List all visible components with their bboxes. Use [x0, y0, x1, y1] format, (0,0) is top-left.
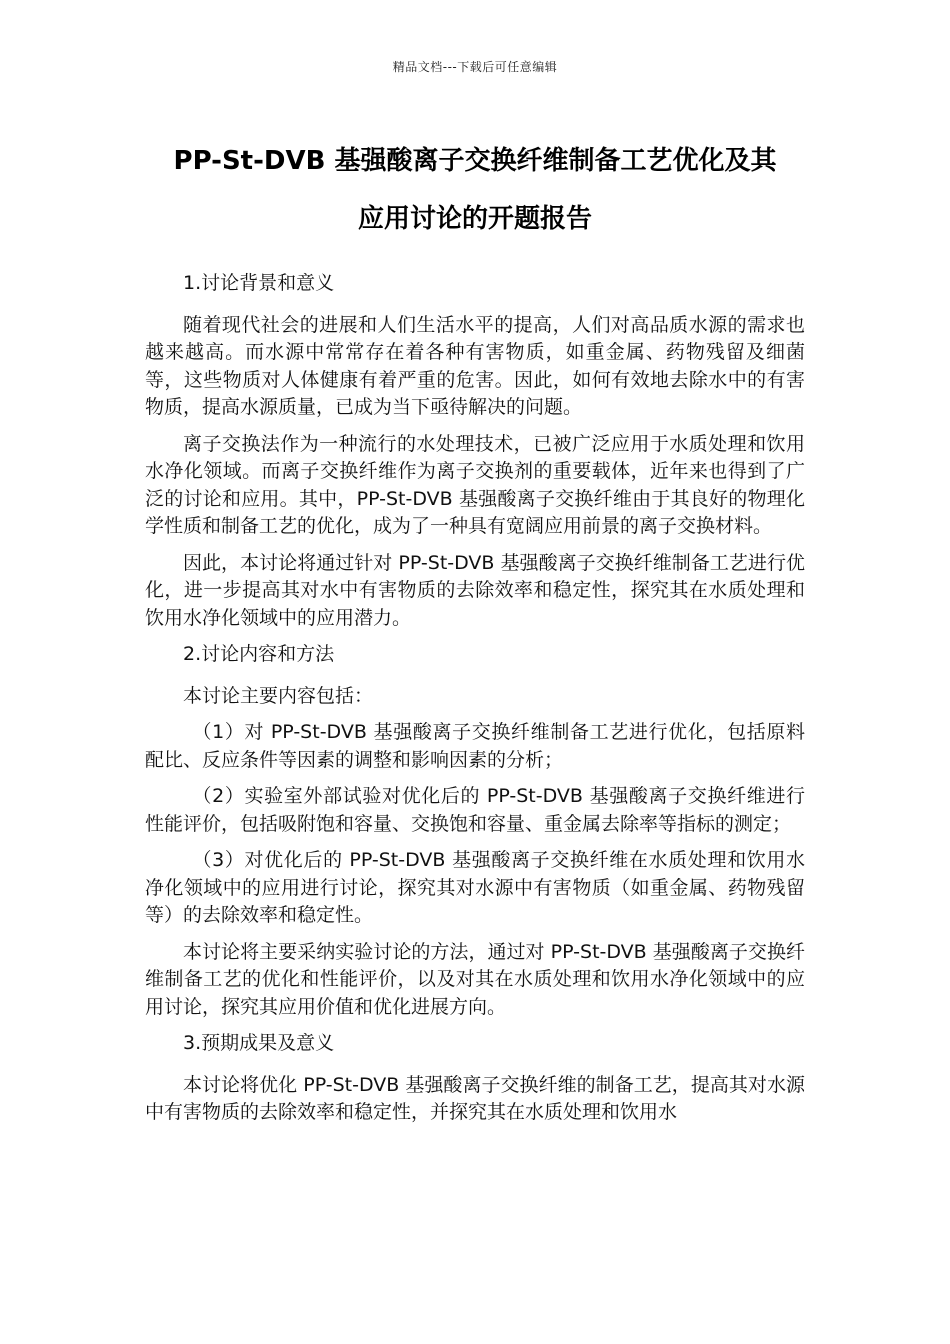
- document-title-line-2: 应用讨论的开题报告: [357, 204, 592, 234]
- section-2-heading: 2.讨论内容和方法: [183, 643, 335, 665]
- header-note: 精品文档---下载后可任意编辑: [392, 60, 558, 74]
- section-3-heading: 3.预期成果及意义: [183, 1032, 335, 1054]
- section-2-method-paragraph: 本讨论将主要采纳实验讨论的方法，通过对 PP-St-DVB 基强酸离子交换纤维制备工艺的优化和性能评价，以及对其在水质处理和饮用水净化领域中的应用讨论，探究其应用价值和优化进展方向。: [145, 940, 805, 1018]
- section-2-item-3: （3）对优化后的 PP-St-DVB 基强酸离子交换纤维在水质处理和饮用水净化领域中的应用进行讨论，探究其对水源中有害物质（如重金属、药物残留等）的去除效率和稳定性。: [145, 849, 805, 926]
- section-2-item-2: （2）实验室外部试验对优化后的 PP-St-DVB 基强酸离子交换纤维进行性能评价，包括吸附饱和容量、交换饱和容量、重金属去除率等指标的测定；: [145, 785, 805, 835]
- section-3-paragraph-1: 本讨论将优化 PP-St-DVB 基强酸离子交换纤维的制备工艺，提高其对水源中有害物质的去除效率和稳定性，并探究其在水质处理和饮用水: [145, 1073, 805, 1123]
- section-1-paragraph-1: 随着现代社会的进展和人们生活水平的提高，人们对高品质水源的需求也越来越高。而水源中常常存在着各种有害物质，如重金属、药物残留及细菌等，这些物质对人体健康有着严重的危害。因此，如何有效地去除水中的有害物质，提高水源质量，已成为当下亟待解决的问题。: [145, 313, 805, 418]
- section-2-item-1: （1）对 PP-St-DVB 基强酸离子交换纤维制备工艺进行优化，包括原料配比、反应条件等因素的调整和影响因素的分析；: [145, 721, 805, 771]
- section-1-paragraph-2: 离子交换法作为一种流行的水处理技术，已被广泛应用于水质处理和饮用水净化领域。而离子交换纤维作为离子交换剂的重要载体，近年来也得到了广泛的讨论和应用。其中，PP-St-DVB 基强酸离子交换纤维由于其良好的物理化学性质和制备工艺的优化，成为了一种具有宽阔应用前景的离子交换材料。: [145, 432, 805, 537]
- section-1-heading: 1.讨论背景和意义: [183, 272, 335, 294]
- document-body: [145, 270, 805, 1136]
- section-1-paragraph-3: 因此，本讨论将通过针对 PP-St-DVB 基强酸离子交换纤维制备工艺进行优化，进一步提高其对水中有害物质的去除效率和稳定性，探究其在水质处理和饮用水净化领域中的应用潜力。: [145, 551, 805, 629]
- section-2-intro: 本讨论主要内容包括：: [183, 684, 374, 707]
- document-title-line-1: PP-St-DVB 基强酸离子交换纤维制备工艺优化及其: [173, 146, 777, 176]
